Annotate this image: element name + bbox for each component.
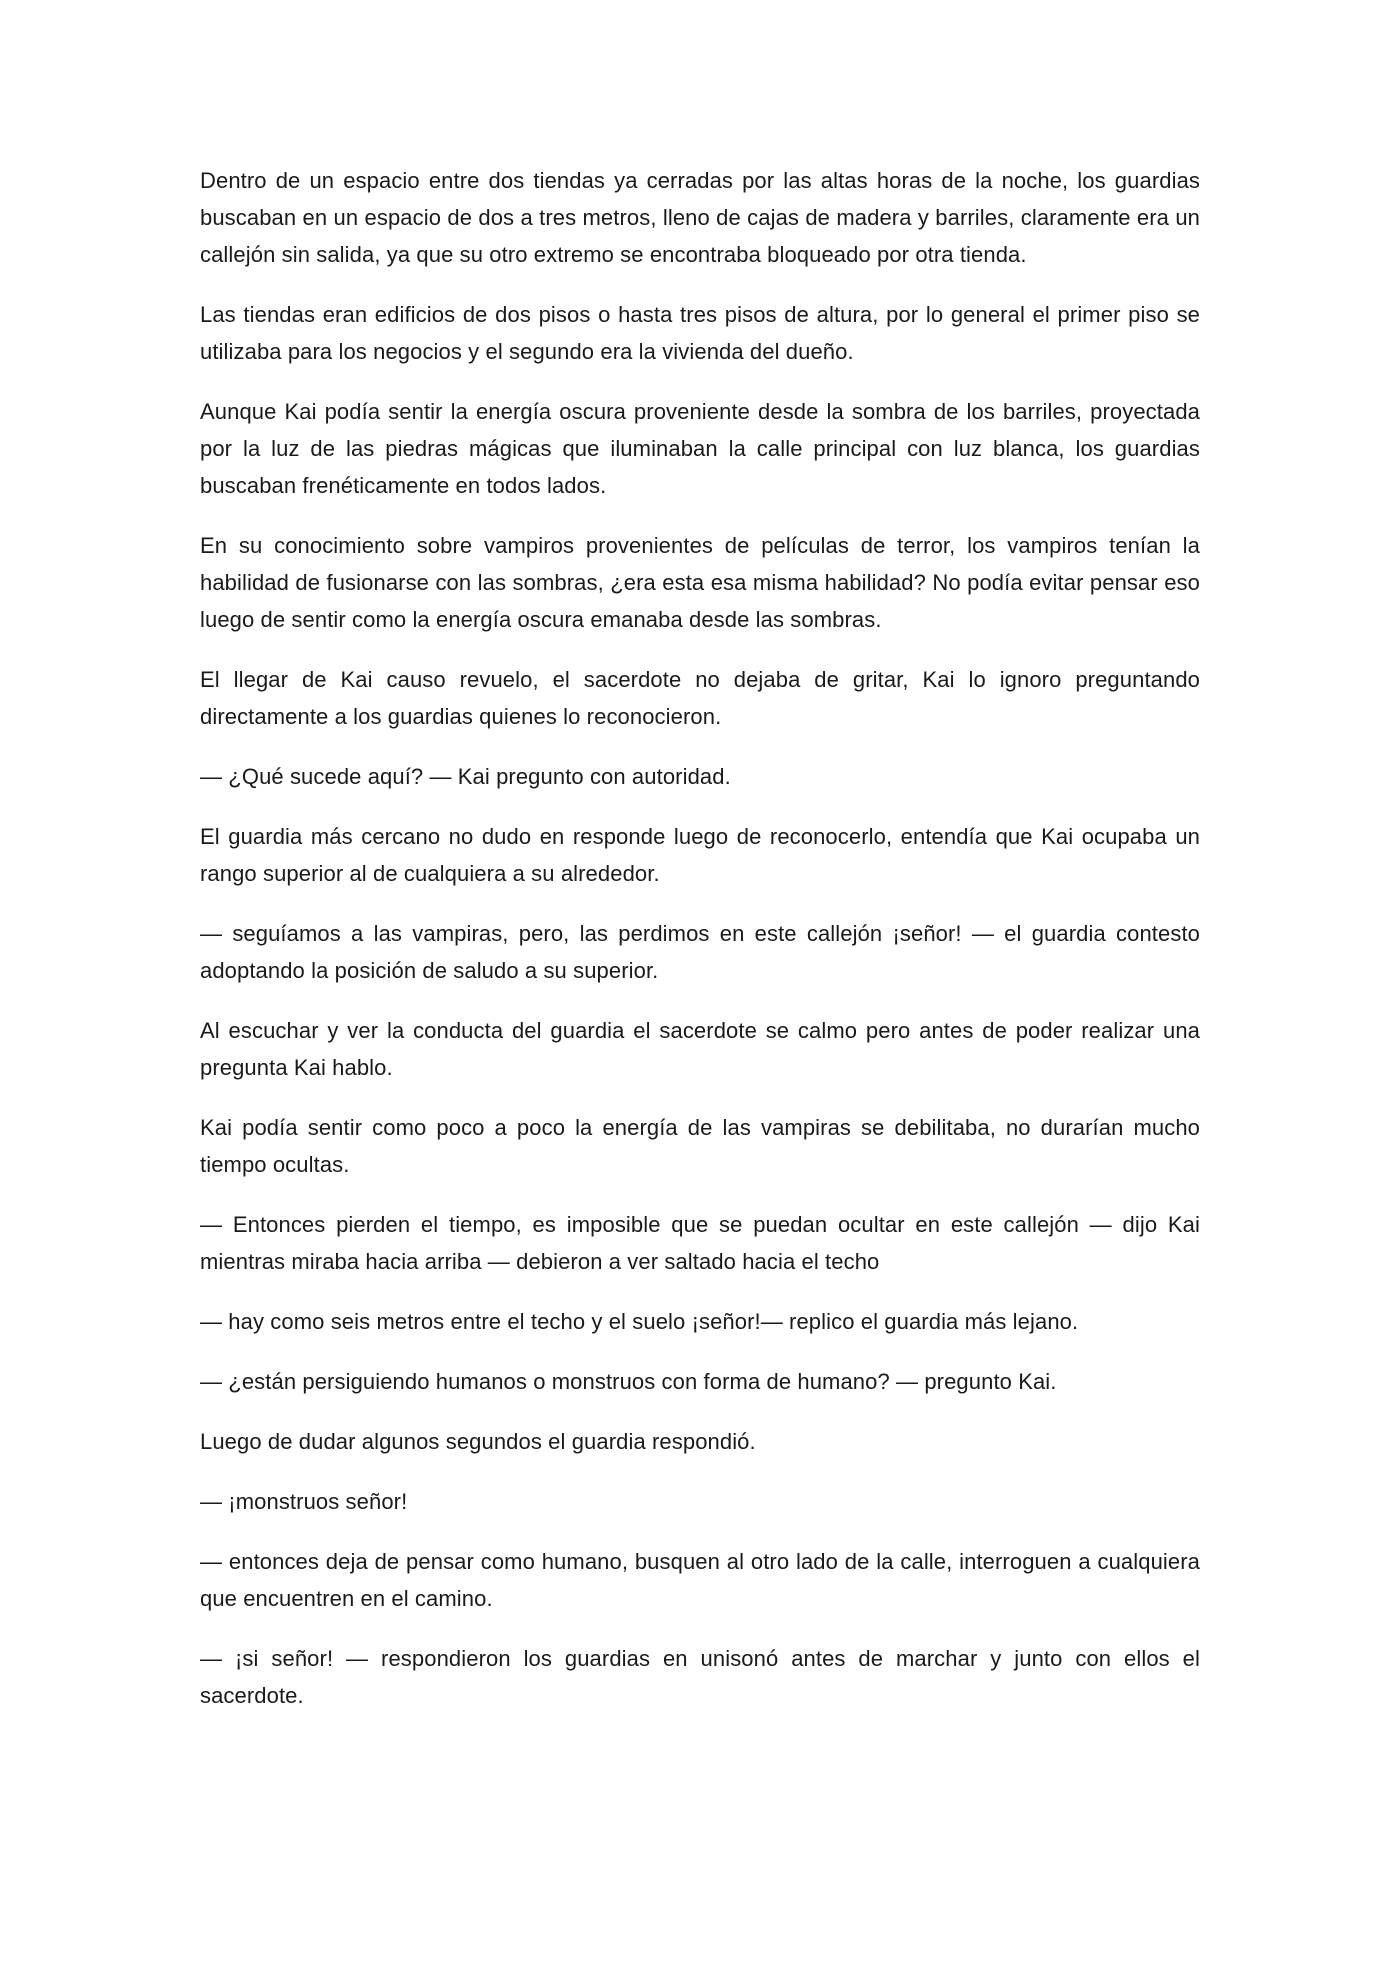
document-body [200,162,1200,1737]
paragraph: — hay como seis metros entre el techo y el suelo ¡señor!— replico el guardia más lejano. [200,1309,1079,1334]
paragraph: En su conocimiento sobre vampiros provenientes de películas de terror, los vampiros tenían la habilidad de fusionarse con las sombras, ¿era esta esa misma habilidad? No podía evitar pensar eso luego de sentir como la energía oscura emanaba desde las sombras. [200,533,1200,632]
paragraph: Al escuchar y ver la conducta del guardia el sacerdote se calmo pero antes de poder realizar una pregunta Kai hablo. [200,1018,1200,1080]
paragraph: — ¡si señor! — respondieron los guardias en unisonó antes de marchar y junto con ellos el sacerdote. [200,1646,1200,1708]
paragraph: Luego de dudar algunos segundos el guardia respondió. [200,1429,756,1454]
paragraph: Las tiendas eran edificios de dos pisos o hasta tres pisos de altura, por lo general el primer piso se utilizaba para los negocios y el segundo era la vivienda del dueño. [200,302,1200,364]
paragraph: — entonces deja de pensar como humano, busquen al otro lado de la calle, interroguen a cualquiera que encuentren en el camino. [200,1549,1200,1611]
paragraph: — seguíamos a las vampiras, pero, las perdimos en este callejón ¡señor! — el guardia contesto adoptando la posición de saludo a su superior. [200,921,1200,983]
paragraph: Aunque Kai podía sentir la energía oscura proveniente desde la sombra de los barriles, proyectada por la luz de las piedras mágicas que iluminaban la calle principal con luz blanca, los guardias buscaban frenéticamente en todos lados. [200,399,1200,498]
paragraph: — ¿Qué sucede aquí? — Kai pregunto con autoridad. [200,764,731,789]
paragraph: Dentro de un espacio entre dos tiendas ya cerradas por las altas horas de la noche, los guardias buscaban en un espacio de dos a tres metros, lleno de cajas de madera y barriles, claramente era un callejón sin salida, ya que su otro extremo se encontraba bloqueado por otra tienda. [200,168,1200,267]
paragraph: — ¡monstruos señor! [200,1489,408,1514]
paragraph: El guardia más cercano no dudo en responde luego de reconocerlo, entendía que Kai ocupaba un rango superior al de cualquiera a su alrededor. [200,824,1200,886]
paragraph: — Entonces pierden el tiempo, es imposible que se puedan ocultar en este callejón — dijo Kai mientras miraba hacia arriba — debieron a ver saltado hacia el techo [200,1212,1200,1274]
paragraph: El llegar de Kai causo revuelo, el sacerdote no dejaba de gritar, Kai lo ignoro preguntando directamente a los guardias quienes lo reconocieron. [200,667,1200,729]
paragraph: Kai podía sentir como poco a poco la energía de las vampiras se debilitaba, no durarían mucho tiempo ocultas. [200,1115,1200,1177]
paragraph: — ¿están persiguiendo humanos o monstruos con forma de humano? — pregunto Kai. [200,1369,1057,1394]
